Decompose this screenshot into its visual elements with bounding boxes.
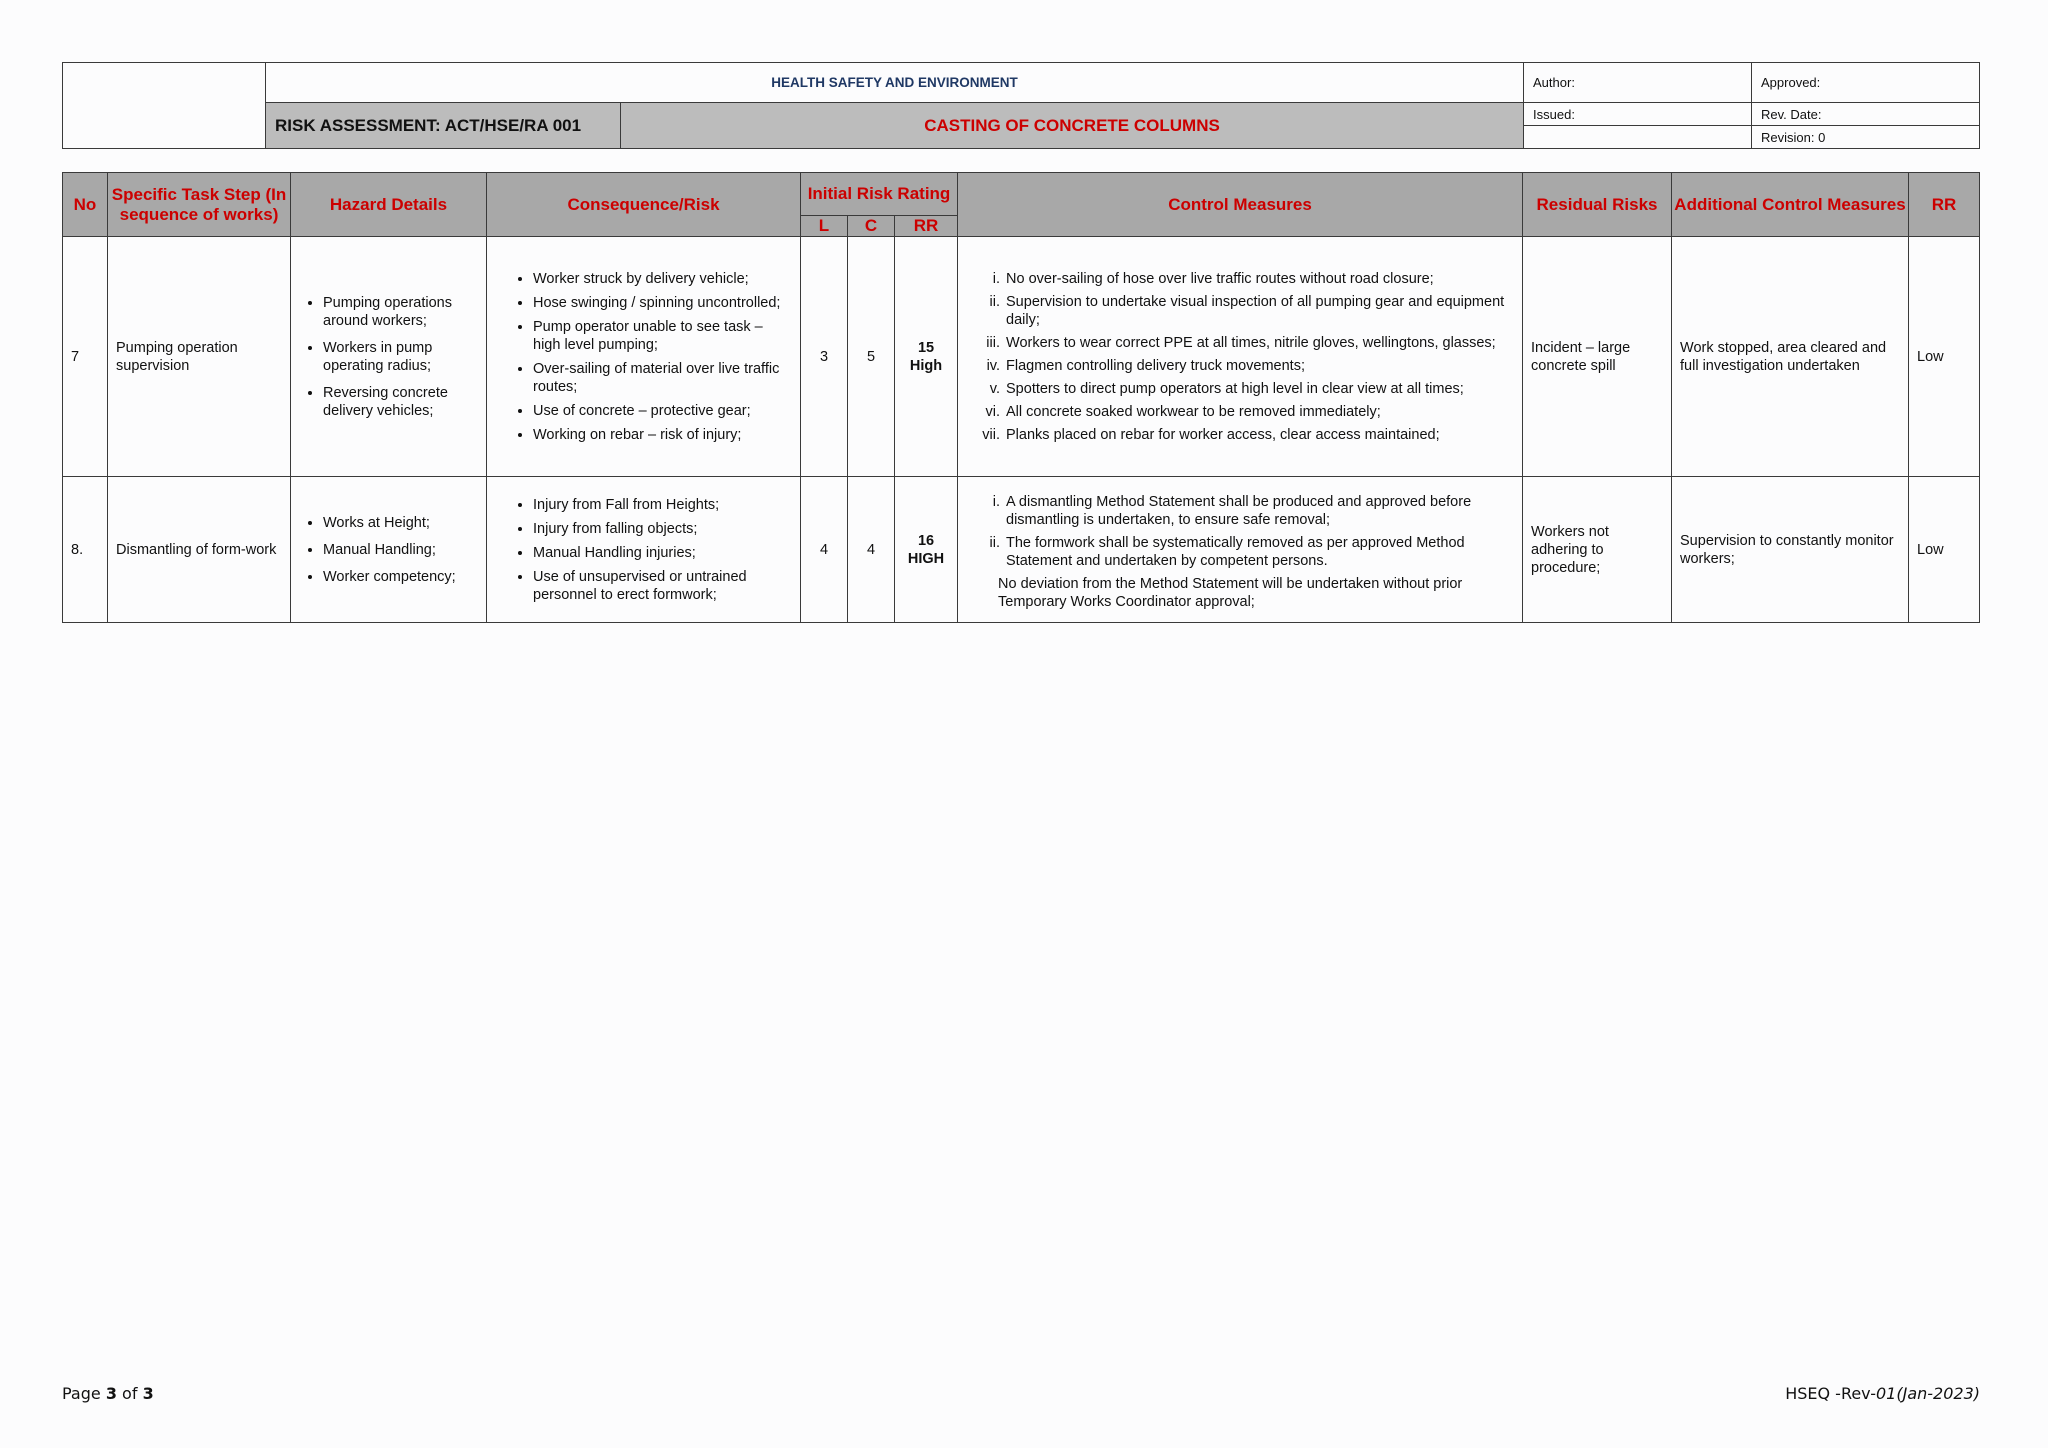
col-task-step: Specific Task Step (In sequence of works) xyxy=(108,173,291,237)
task-step: Dismantling of form-work xyxy=(108,477,291,623)
col-hazard-details: Hazard Details xyxy=(291,173,487,237)
approved-field: Approved: xyxy=(1752,63,1980,103)
control-item: vii. Planks placed on rebar for worker access, clear access maintained; xyxy=(1004,426,1514,444)
row-number: 7 xyxy=(63,237,108,477)
hazard-item: • Pumping operations around workers; xyxy=(323,294,478,330)
issued-value xyxy=(1524,126,1752,149)
logo-area xyxy=(63,63,266,149)
final-risk-rating: Low xyxy=(1909,477,1980,623)
document-header xyxy=(62,62,1980,149)
control-item: ii. The formwork shall be systematically removed as per approved Method Statement and undertaken by competent persons. xyxy=(1004,534,1514,570)
control-item: iii. Workers to wear correct PPE at all times, nitrile gloves, wellingtons, glasses; xyxy=(1004,334,1514,352)
col-additional-controls: Additional Control Measures xyxy=(1672,173,1909,237)
col-consequence: Consequence/Risk xyxy=(487,173,801,237)
doc-revision: 01(Jan-2023) xyxy=(1876,1384,1980,1403)
risk-rating-level: HIGH xyxy=(907,550,945,567)
risk-rating-value: 15 xyxy=(917,339,935,356)
consequence-item: • Injury from falling objects; xyxy=(533,520,792,538)
consequence-score: 4 xyxy=(848,477,895,623)
hazard-list xyxy=(291,237,487,477)
control-item: i. A dismantling Method Statement shall be produced and approved before dismantling is undertaken, to ensure safe removal; xyxy=(1004,493,1514,529)
col-no: No xyxy=(63,173,108,237)
hazard-item: • Manual Handling; xyxy=(323,541,478,559)
risk-rating xyxy=(895,477,958,623)
author-field: Author: xyxy=(1524,63,1752,103)
control-item: ii. Supervision to undertake visual inspection of all pumping gear and equipment daily; xyxy=(1004,293,1514,329)
control-item: iv. Flagmen controlling delivery truck movements; xyxy=(1004,357,1514,375)
rev-date-field: Rev. Date: xyxy=(1752,103,1980,126)
final-risk-rating: Low xyxy=(1909,237,1980,477)
consequence-item: • Pump operator unable to see task – high level pumping; xyxy=(533,318,792,354)
control-item: i. No over-sailing of hose over live traffic routes without road closure; xyxy=(1004,270,1514,288)
col-consequence-score: C xyxy=(848,216,895,237)
col-final-rr: RR xyxy=(1909,173,1980,237)
hazard-item: • Works at Height; xyxy=(323,514,478,532)
risk-rating-value: 16 xyxy=(917,532,935,549)
page-of: of xyxy=(116,1384,143,1403)
control-measures-list xyxy=(958,237,1523,477)
task-step: Pumping operation supervision xyxy=(108,237,291,477)
consequence-item: • Worker struck by delivery vehicle; xyxy=(533,270,792,288)
col-control-measures: Control Measures xyxy=(958,173,1523,237)
risk-rating xyxy=(895,237,958,477)
col-risk-rating: RR xyxy=(895,216,958,237)
consequence-item: • Working on rebar – risk of injury; xyxy=(533,426,792,444)
page-number xyxy=(62,1384,154,1403)
table-row xyxy=(63,477,1980,623)
col-likelihood: L xyxy=(801,216,848,237)
col-initial-risk: Initial Risk Rating xyxy=(801,173,958,216)
consequence-item: • Manual Handling injuries; xyxy=(533,544,792,562)
page-prefix: Page xyxy=(62,1384,106,1403)
control-note: No deviation from the Method Statement will be undertaken without prior Temporary Works Coordinator approval; xyxy=(998,576,1463,610)
control-item: v. Spotters to direct pump operators at high level in clear view at all times; xyxy=(1004,380,1514,398)
consequence-item: • Over-sailing of material over live traffic routes; xyxy=(533,360,792,396)
additional-control: Supervision to constantly monitor workers; xyxy=(1672,477,1909,623)
hazard-item: • Reversing concrete delivery vehicles; xyxy=(323,384,478,420)
page-current: 3 xyxy=(105,1384,117,1403)
document-title: CASTING OF CONCRETE COLUMNS xyxy=(621,103,1524,149)
risk-rating-level: High xyxy=(909,357,943,374)
risk-assessment-ref: RISK ASSESSMENT: ACT/HSE/RA 001 xyxy=(266,103,621,149)
risk-assessment-table xyxy=(62,172,1980,623)
col-residual-risks: Residual Risks xyxy=(1523,173,1672,237)
section-title: HEALTH SAFETY AND ENVIRONMENT xyxy=(266,63,1524,103)
hazard-item: • Workers in pump operating radius; xyxy=(323,339,478,375)
document-code xyxy=(1785,1384,1980,1403)
consequence-score: 5 xyxy=(848,237,895,477)
control-item: vi. All concrete soaked workwear to be removed immediately; xyxy=(1004,403,1514,421)
residual-risk: Incident – large concrete spill xyxy=(1523,237,1672,477)
issued-field: Issued: xyxy=(1524,103,1752,126)
row-number: 8. xyxy=(63,477,108,623)
consequence-item: • Hose swinging / spinning uncontrolled; xyxy=(533,294,792,312)
likelihood-score: 4 xyxy=(801,477,848,623)
consequence-list xyxy=(487,237,801,477)
additional-control: Work stopped, area cleared and full investigation undertaken xyxy=(1672,237,1909,477)
hazard-item: • Worker competency; xyxy=(323,568,478,586)
consequence-list xyxy=(487,477,801,623)
consequence-item: • Use of concrete – protective gear; xyxy=(533,402,792,420)
page-total: 3 xyxy=(142,1384,154,1403)
consequence-item: • Injury from Fall from Heights; xyxy=(533,496,792,514)
residual-risk: Workers not adhering to procedure; xyxy=(1523,477,1672,623)
doc-code: HSEQ -Rev- xyxy=(1785,1384,1876,1403)
likelihood-score: 3 xyxy=(801,237,848,477)
consequence-item: • Use of unsupervised or untrained personnel to erect formwork; xyxy=(533,568,792,604)
hazard-list xyxy=(291,477,487,623)
table-row xyxy=(63,237,1980,477)
revision-field: Revision: 0 xyxy=(1752,126,1980,149)
control-measures-list xyxy=(958,477,1523,623)
